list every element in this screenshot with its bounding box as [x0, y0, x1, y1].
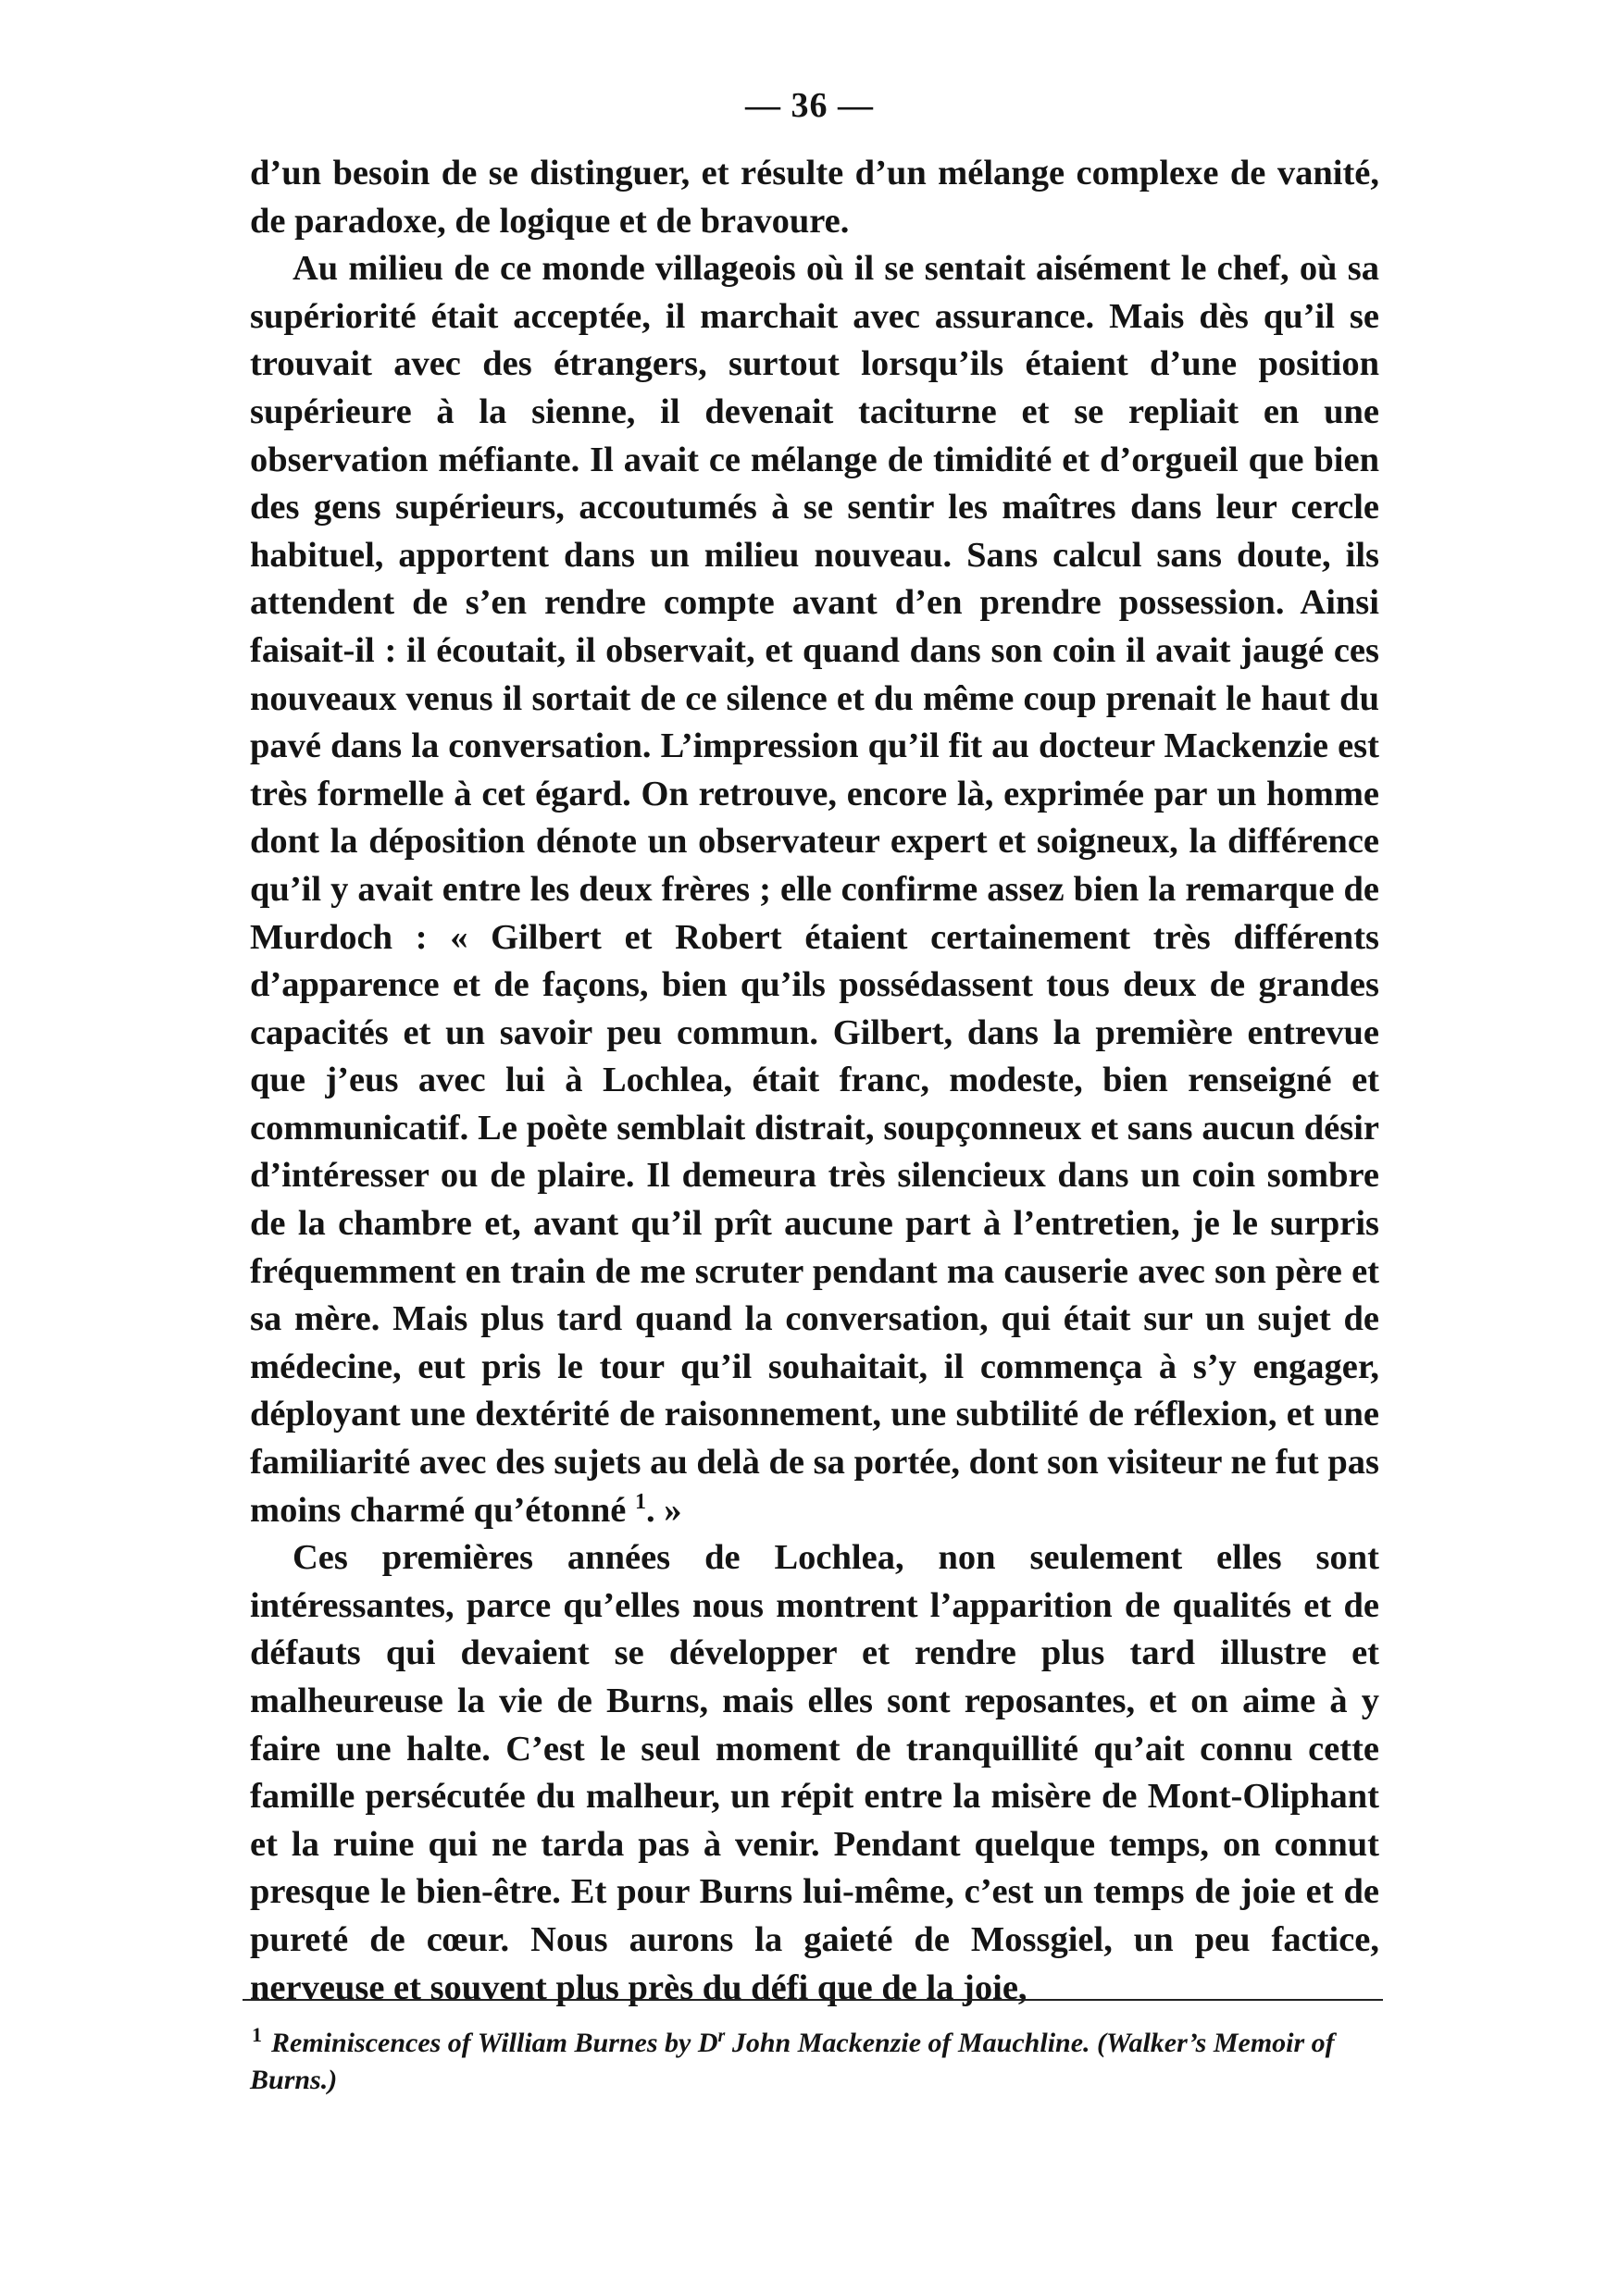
paragraph-3 — [250, 1534, 1379, 2012]
paragraph-1-text: d’un besoin de se distinguer, et résulte d’un mélange complexe de vanité, de paradoxe, de logique et de bravoure. — [250, 154, 1379, 241]
body-text — [250, 150, 1379, 2012]
paragraph-3-text: Ces premières années de Lochlea, non seulement elles sont intéressantes, parce qu’elles nous montrent l’apparition de qualités et de défauts qui devaient se développer et rendre plus tard illustre et malheureuse la vie de Burns, mais elles sont reposantes, et on aime à y faire une halte. C’est le seul moment de tranquillité qu’ait connu cette famille persécutée du malheur, un répit entre la misère de Mont-Oliphant et la ruine qui ne tarda pas à venir. Pendant quelque temps, on connut presque le bien-être. Et pour Burns lui-même, c’est un temps de joie et de pureté de cœur. Nous aurons la gaieté de Mossgiel, un peu factice, nerveuse et souvent plus près du défi que de la joie, — [250, 1538, 1379, 2007]
footnote — [250, 2025, 1379, 2099]
footnote-text-before: Reminiscences of William Burnes by D — [271, 2028, 718, 2058]
page-number: — 36 — — [745, 86, 874, 125]
paragraph-2-text: Au milieu de ce monde villageois où il se sentait aisément le chef, où sa supériorité était acceptée, il marchait avec assurance. Mais dès qu’il se trouvait avec des étrangers, surtout lorsqu’ils étaient d’une position supérieure à la sienne, il devenait taciturne et se repliait en une observation méfiante. Il avait ce mélange de timidité et d’orgueil que bien des gens supérieurs, accoutumés à se sentir les maîtres dans leur cercle habituel, apportent dans un milieu nouveau. Sans calcul sans doute, ils attendent de s’en rendre compte avant d’en prendre possession. Ainsi faisait-il : il écoutait, il observait, et quand dans son coin il avait jaugé ces nouveaux venus il sortait de ce silence et du même coup prenait le haut du pavé dans la conversation. L’impression qu’il fit au docteur Mackenzie est très formelle à cet égard. On retrouve, encore là, exprimée par un homme dont la déposition dénote un observateur expert et soigneux, la différence qu’il y avait entre les deux frères ; elle confirme assez bien la remarque de Murdoch : « Gilbert et Robert étaient certainement très différents d’apparence et de façons, bien qu’ils possédassent tous deux de grandes capacités et un savoir peu commun. Gilbert, dans la première entrevue que j’eus avec lui à Lochlea, était franc, modeste, bien renseigné et communicatif. Le poète semblait distrait, soupçonneux et sans aucun désir d’intéresser ou de plaire. Il demeura très silencieux dans un coin sombre de la chambre et, avant qu’il prît aucune part à l’entretien, je le surpris fréquemment en train de me scruter pendant ma causerie avec son père et sa mère. Mais plus tard quand la conversation, qui était sur un sujet de médecine, eut pris le tour qu’il souhaitait, il commença à s’y engager, déployant une dextérité de raisonnement, une subtilité de réflexion, et une familiarité avec des sujets au delà de sa portée, dont son visiteur ne fut pas moins charmé qu’étonné — [250, 249, 1379, 1530]
footnote-divider — [243, 1999, 1383, 2001]
paragraph-2-tail: . » — [646, 1490, 682, 1530]
footnote-reference: 1 — [635, 1489, 646, 1514]
footnote-title-superscript: r — [717, 2026, 726, 2046]
paragraph-1 — [250, 150, 1379, 245]
paragraph-2 — [250, 245, 1379, 1534]
footnote-number: 1 — [252, 2023, 262, 2046]
footnote-text-after: John Mackenzie of Mauchline. (Walker’s Memoir of Burns.) — [250, 2028, 1335, 2095]
